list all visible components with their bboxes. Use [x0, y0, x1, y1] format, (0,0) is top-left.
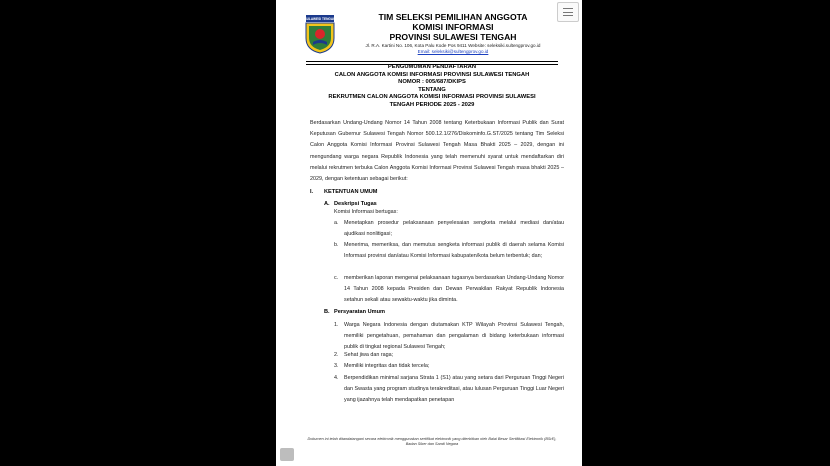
letterhead-line2: KOMISI INFORMASI	[412, 22, 494, 32]
duty-item-c-mark: c.	[334, 275, 339, 281]
letterhead	[338, 12, 568, 55]
duty-item-b: Menerima, memeriksa, dan memutus sengketa informasi publik di daerah selama Komisi Informasi provinsi dan/atau Komisi Informasi kabupaten/kota belum terbentuk; dan;	[344, 242, 564, 260]
intro-paragraph: Berdasarkan Undang-Undang Nomor 14 Tahun 2008 tentang Keterbukaan Informasi Publik dan Surat Keputusan Gubernur Sulawesi Tengah Nomor 500.12.1/276/Diskominfo.G.ST/2025 tentang Tim Seleksi Calon Anggota Komisi Informasi Provinsi Sulawesi Tengah Masa Bhakti 2025 – 2029, dengan ini mengundang warga negara Republik Indonesia yang telah memenuhi syarat untuk mendaftarkan diri melalui rekrutmen terbuka Calon Anggota Komisi Informasi Provinsi Sulawesi Tengah masa bhakti 2025 – 2029, dengan ketentuan sebagai berikut:	[310, 120, 564, 183]
letterhead-line1: TIM SELEKSI PEMILIHAN ANGGOTA	[378, 12, 528, 22]
announcement-line6: TENGAH PERIODE 2025 - 2029	[389, 101, 475, 108]
announcement-line2: CALON ANGGOTA KOMISI INFORMASI PROVINSI SULAWESI TENGAH	[334, 71, 530, 78]
requirement-3-mark: 3.	[334, 363, 339, 369]
letterhead-email-link[interactable]: Email: seleksiki@sultengprov.go.id	[417, 49, 489, 54]
header-divider	[306, 61, 558, 62]
subsection-a-lead: Komisi Informasi bertugas:	[334, 209, 398, 215]
section-1-title: KETENTUAN UMUM	[324, 189, 378, 195]
document-page	[276, 0, 582, 466]
duty-item-a-mark: a.	[334, 220, 339, 226]
duty-item-b-mark: b.	[334, 242, 339, 248]
requirement-2-mark: 2.	[334, 352, 339, 358]
announcement-line3: NOMOR : 005/687/DKIPS	[398, 79, 466, 86]
announcement-title	[306, 64, 558, 110]
requirement-4: Berpendidikan minimal sarjana Strata 1 (S1) atau yang setara dari Perguruan Tinggi Negeri dan Swasta yang program studinya terakreditasi, atau lulusan Perguruan Tinggi Luar Negeri yang ijazahnya telah mendapatkan penetapan	[344, 375, 564, 404]
e-signature-footer: Dokumen ini telah ditandatangani secara elektronik menggunakan sertifikat elektronik yang diterbitkan oleh Balai Besar Sertifikasi Elektronik (BSrE), Badan Siber dan Sandi Negara	[307, 437, 557, 446]
subsection-b-title: Persyaratan Umum	[334, 309, 385, 315]
section-1-number: I.	[310, 189, 314, 195]
requirement-2: Sehat jiwa dan raga;	[344, 352, 394, 358]
subsection-b-mark: B.	[324, 309, 330, 315]
page-corner-button[interactable]	[280, 448, 294, 461]
letterhead-address: Jl. R.A. Kartini No. 106, Kota Palu Kode Pos 9411 Website: seleksiki.sultengprov.go.id	[365, 43, 541, 48]
announcement-line4: TENTANG	[418, 86, 446, 93]
duty-item-c: memberikan laporan mengenai pelaksanaan tugasnya berdasarkan Undang-Undang Nomor 14 Tahun 2008 kepada Presiden dan Dewan Perwakilan Rakyat Republik Indonesia setahun sekali atau sewaktu-waktu jika diminta.	[344, 275, 564, 304]
subsection-a-mark: A.	[324, 201, 330, 207]
province-logo	[305, 14, 335, 54]
requirement-1-mark: 1.	[334, 322, 339, 328]
announcement-line1: PENGUMUMAN PENDAFTARAN	[387, 64, 477, 70]
requirement-1: Warga Negara Indonesia dengan diutamakan KTP Wilayah Provinsi Sulawesi Tengah, memiliki pengetahuan, pemahaman dan pengalaman di bidang keterbukaan informasi publik di tingkat regional Sulawesi Tengah;	[344, 322, 564, 351]
announcement-line5: REKRUTMEN CALON ANGGOTA KOMISI INFORMASI PROVINSI SULAWESI	[328, 94, 536, 101]
requirement-3: Memiliki integritas dan tidak tercela;	[344, 363, 430, 369]
duty-item-a: Menetapkan prosedur pelaksanaan penyelesaian sengketa melalui mediasi dan/atau ajudikasi nonlitigasi;	[344, 220, 564, 238]
svg-text:SULAWESI TENGAH: SULAWESI TENGAH	[305, 17, 335, 21]
requirement-4-mark: 4.	[334, 375, 339, 381]
letterhead-line3: PROVINSI SULAWESI TENGAH	[389, 32, 517, 42]
subsection-a-title: Deskripsi Tugas	[334, 201, 377, 207]
